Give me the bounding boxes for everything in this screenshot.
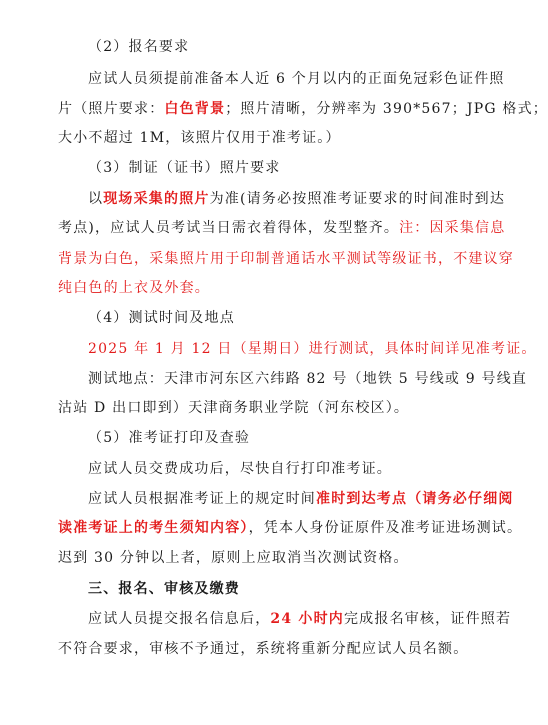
highlight-text: 24 小时内 [270,611,344,627]
text: 迟到 30 分钟以上者，原则上应取消当次测试资格。 [58,550,409,566]
paragraph-line [88,609,511,629]
paragraph-line [58,639,468,659]
paragraph-line [58,99,548,119]
highlight-text: 纯白色的上衣及外套。 [58,280,210,296]
heading-test-time-location [88,308,235,328]
paragraph-line [88,339,537,359]
text: 应试人员根据准考证上的规定时间 [88,491,316,507]
heading-text: （4）测试时间及地点 [88,310,235,326]
paragraph-line [58,398,409,418]
text: 片（照片要求： [58,101,165,117]
heading-registration-requirements [88,37,189,57]
heading-text: （3）制证（证书）照片要求 [88,160,281,176]
text: ；照片清晰，分辨率为 390*567；JPG 格式； [225,101,548,117]
highlight-text: 注：因采集信息 [399,220,506,236]
heading-photo-requirements [88,158,281,178]
paragraph-line [58,518,522,538]
text: 沽站 D 出口即到）天津商务职业学院（河东校区）。 [58,400,410,416]
text: 为准(请务必按照准考证要求的时间准时到达 [209,191,506,207]
paragraph-line [58,128,341,148]
text: 以 [88,191,104,207]
text: 考点)，应试人员考试当日需衣着得体，发型整齐。 [58,220,400,236]
text: 应试人员交费成功后，尽快自行打印准考证。 [88,461,392,477]
paragraph-line [88,489,514,509]
highlight-text: 准时到达考点（请务必仔细阅 [316,491,514,507]
heading-registration-review-fees [88,579,240,599]
text: 不符合要求，审核不予通过，系统将重新分配应试人员名额。 [58,641,469,657]
text: ，凭本人身份证原件及准考证进场测试。 [248,520,523,536]
text: 应试人员提交报名信息后， [88,611,271,627]
paragraph-line [88,369,527,389]
paragraph-line [88,69,505,89]
highlight-text: 读准考证上的考生须知内容） [58,520,249,536]
paragraph-line [88,459,392,479]
paragraph-line [58,249,514,269]
heading-text: （5）准考证打印及查验 [88,430,251,446]
paragraph-line [58,218,505,238]
highlight-text: 2025 年 1 月 12 日（星期日）进行测试，具体时间详见准考证。 [88,341,537,357]
text: 完成报名审核，证件照若 [343,611,512,627]
heading-text: （2）报名要求 [88,39,190,55]
paragraph-line [58,548,409,568]
highlight-text: 背景为白色，采集照片用于印制普通话水平测试等级证书，不建议穿 [58,251,514,267]
heading-admission-ticket [88,428,250,448]
text: 大小不超过 1M，该照片仅用于准考证。） [58,130,341,146]
paragraph-line [88,189,505,209]
text: 测试地点：天津市河东区六纬路 82 号（地铁 5 号线或 9 号线直 [88,371,528,387]
highlight-text: 现场采集的照片 [103,191,210,207]
paragraph-line [58,278,210,298]
highlight-text: 白色背景 [164,101,226,117]
heading-text: 三、报名、审核及缴费 [88,581,240,597]
text: 应试人员须提前准备本人近 6 个月以内的正面免冠彩色证件照 [88,71,505,87]
